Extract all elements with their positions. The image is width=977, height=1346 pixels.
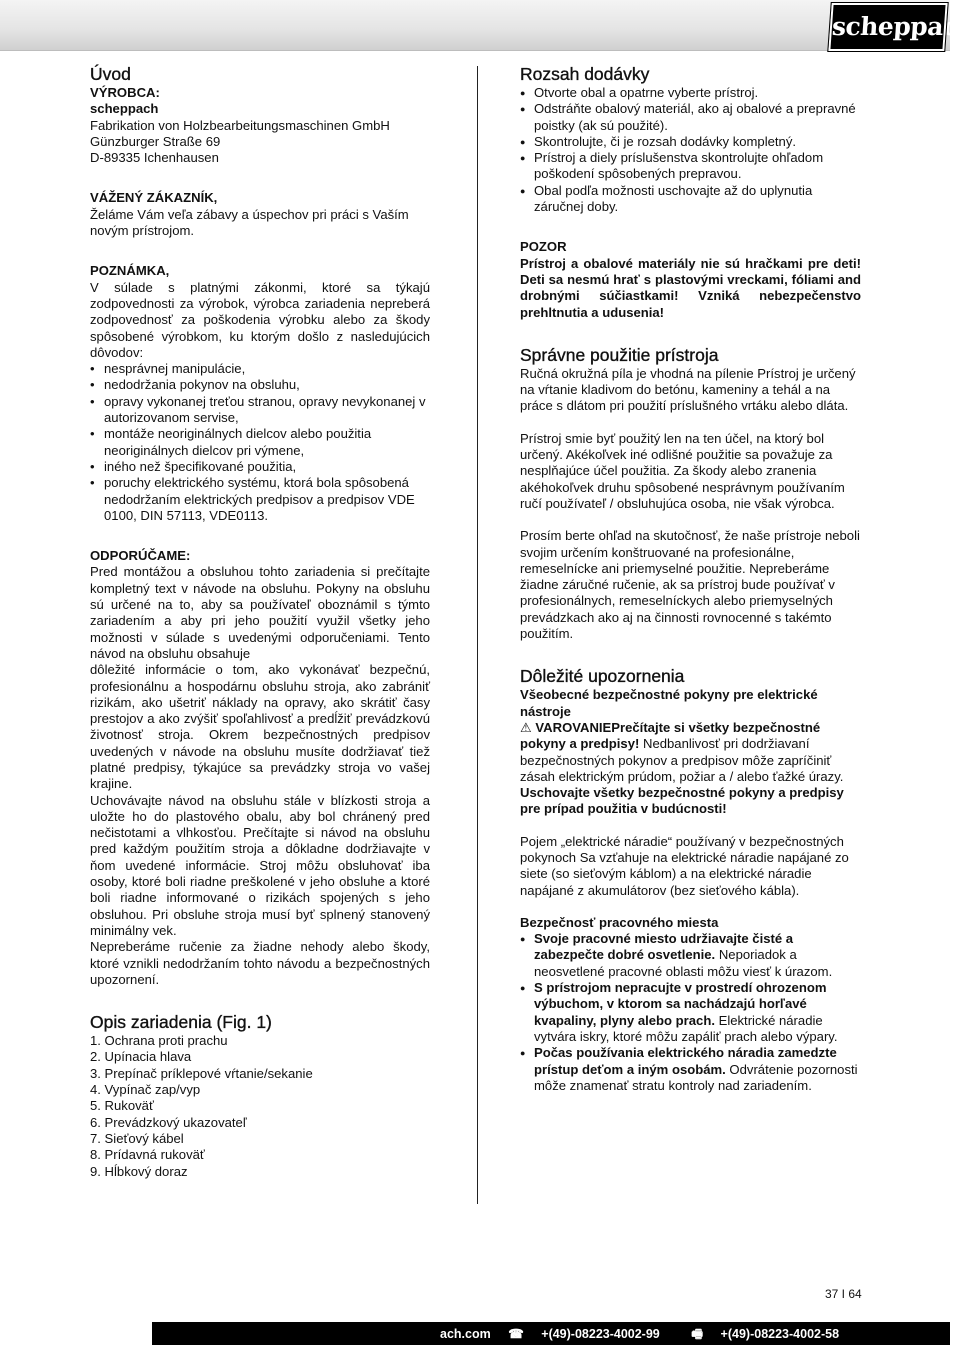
list-item: ● Odstráňte obalový materiál, ako aj obalové a prepravné poistky (ak sú použité).	[520, 101, 861, 134]
list-item: • nesprávnej manipulácie,	[90, 361, 430, 377]
manufacturer-label: VÝROBCA:	[90, 85, 160, 100]
header-bar	[0, 0, 977, 51]
website-link[interactable]: ach.com	[440, 1327, 491, 1341]
warning-bold: VAROVANIEPrečítajte si všetky bezpečnostné pokyny a predpisy!	[520, 719, 821, 752]
warning-text: Nedbanlivosť pri dodržiavaní bezpečnostných pokynov a predpisov môže zapríčiniť zásah elektrickým prúdom, požiar a / alebo ťažké úrazy.	[520, 736, 844, 784]
list-item: ● Skontrolujte, či je rozsah dodávky kompletný.	[520, 134, 861, 150]
item-bold: Svoje pracovné miesto udržiavajte čisté a zabezpečte dobré osvetlenie.	[534, 931, 794, 963]
recommend-label: ODPORÚČAME:	[90, 548, 191, 564]
column-divider	[477, 66, 478, 1204]
warning-paragraph	[520, 720, 861, 785]
item-bold: S prístrojom nepracujte v prostredí ohrozenom výbuchom, v ktorom sa nachádzajú horľavé kvapaliny, plyny alebo prach.	[534, 980, 827, 1028]
list-item: • nedodržania pokynov na obsluhu,	[90, 377, 430, 393]
important-title: Dôležité upozornenia	[520, 666, 685, 687]
caution-label: POZOR	[520, 239, 567, 255]
use-title: Správne použitie prístroja	[520, 344, 719, 365]
workplace-heading: Bezpečnosť pracovného miesta	[520, 914, 719, 930]
fax-group	[691, 1327, 853, 1341]
manufacturer-name: scheppach	[90, 101, 159, 117]
scope-list	[520, 85, 861, 215]
recommend-paragraph: Uchovávajte návod na obsluhu stále v blízkosti stroja a uložte ho do plastového obalu, aby bol chránený pred nečistotami a vlhkosťou. Prečítajte si návod na obsluhu pred každým použitím stroja a dôkladne dodržiavajte v ňom uvedené informácie. Stroj môžu obsluhovať iba osoby, ktoré boli riadne preškolené v jeho obsluhe a ktoré boli riadne informované o rizikách spojených s jeho obsluhou. Pri obsluhe stroja musí byť splnený stanovený minimálny vek.	[90, 792, 430, 938]
note-label: POZNÁMKA,	[90, 263, 170, 279]
scheppach-logo: scheppach	[828, 3, 947, 51]
list-item: 6. Prevádzkový ukazovateľ	[90, 1114, 247, 1130]
term-text: Pojem „elektrické náradie“ používaný v bezpečnostných pokynoch Sa vzťahuje na elektrické náradie napájané zo siete (so sieťovým káblom) a na elektrické náradie napájané z akumulátorov (bez sieťového kábla).	[520, 833, 849, 898]
description-title: Opis zariadenia (Fig. 1)	[90, 1012, 272, 1033]
list-item: ● Obal podľa možnosti uschovajte až do uplynutia záručnej doby.	[520, 183, 861, 216]
caution-text: Prístroj a obalové materiály nie sú hračkami pre deti! Deti sa nesmú hrať s plastovými vreckami, fóliami and drobnými súčiastkami! Vzniká nebezpečenstvo prehltnutia a udusenia!	[520, 255, 861, 320]
phone-icon: ☎	[508, 1327, 524, 1341]
use-paragraph: Prístroj smie byť použitý len na ten účel, na ktorý bol určený. Akékoľvek iné odlišné použitie sa považuje za nesplňajúce účel použitia. Za škody alebo zranenia akéhokoľvek druhu spôsobené nesprávnym používaním ručí používateľ / obsluhujúca osoba, nie však výrobca.	[520, 430, 845, 511]
keep-text: Uschovajte všetky bezpečnostné pokyny a predpisy pre prípad použitia v budúcnosti!	[520, 785, 844, 817]
address-line: Fabrikation von Holzbearbeitungsmaschinen GmbH	[90, 117, 390, 133]
use-paragraph: Prosím berte ohľad na skutočnosť, že naše prístroje neboli svojim určením konštruované na profesionálne, remeselnícke ani priemyselné použitie. Nepreberáme žiadne záručné ručenie, ak sa prístroj bude používať v profesionálnych, remeselníckych alebo priemyselných prevádzkach ako aj na činnosti rovnocenné s takémto použitím.	[520, 528, 860, 642]
list-item: • poruchy elektrického systému, ktorá bola spôsobená nedodržaním elektrických predpisov a predpisov VDE 0100, DIN 57113, VDE0113.	[90, 475, 430, 524]
item-bold: Počas používania elektrického náradia zamedzte prístup deťom a iným osobám.	[534, 1045, 837, 1077]
general-heading: Všeobecné bezpečnostné pokyny pre elektrické nástroje	[520, 687, 818, 719]
dear-customer-text: Želáme Vám veľa zábavy a úspechov pri práci s Vaším novým prístrojom.	[90, 206, 409, 239]
warning-icon: ⚠	[520, 719, 532, 735]
page-number: 37 I 64	[825, 1287, 862, 1301]
list-item: • montáže neoriginálnych dielcov alebo použitia neoriginálnych dielcov pri výmene,	[90, 426, 430, 459]
workplace-list	[520, 931, 861, 1094]
recommend-paragraph: dôležité informácie o tom, ako vykonávať bezpečnú, profesionálnu a hospodárnu obsluhu stroja, ako zabrániť rizikám, ako ušetriť náklady na opravy, ako skrátiť časy prestojov a ako zvýšiť spoľahlivosť a predĺžiť prevádzkovú životnosť stroja. Okrem bezpečnostných predpisov uvedených v návode na obsluhu musíte dodržiavať tiež platné predpisy, týkajúce sa prevádzky stroja vo vašej krajine.	[90, 662, 430, 792]
list-item	[520, 980, 861, 1045]
address-line: Günzburger Straße 69	[90, 133, 221, 149]
list-item: 3. Prepínač príklepové vŕtanie/sekanie	[90, 1065, 313, 1081]
item-text: Odvrátenie pozornosti môže znamenať stratu kontroly nad zariadením.	[534, 1061, 858, 1093]
footer-contact	[440, 1325, 867, 1346]
intro-title: Úvod	[90, 64, 131, 84]
phone-group	[508, 1327, 674, 1341]
note-text: V súlade s platnými zákonmi, ktoré sa týkajú zodpovednosti za výrobok, výrobca zariadenia nepreberá zodpovednosť za poškodenia výrobku alebo za škody spôsobené výrobkom, ku ktorým došlo z nasledujúcich dôvodov:	[90, 279, 430, 360]
list-item	[520, 931, 861, 980]
list-item: 7. Sieťový kábel	[90, 1130, 184, 1146]
list-item: ● Prístroj a diely príslušenstva skontrolujte ohľadom poškodení spôsobených prepravou.	[520, 150, 861, 183]
left-column	[90, 64, 430, 1180]
list-item: • opravy vykonanej treťou stranou, opravy nevykonanej v autorizovanom servise,	[90, 394, 430, 427]
recommend-paragraph: Pred montážou a obsluhou tohto zariadenia si prečítajte kompletný text v návode na obsluhu. Pokyny na obsluhu sú určené na to, aby sa používateľ oboznámil s týmto zariadením a aby pri jeho použití využil všetky jeho možnosti v súlade s uvedenými odporučeniami. Tento návod na obsluhu obsahuje	[90, 564, 430, 661]
list-item	[520, 1045, 861, 1094]
list-item: 4. Vypínač zap/vyp	[90, 1082, 201, 1098]
footer-white-block	[0, 1322, 152, 1345]
description-list	[90, 1033, 430, 1180]
list-item: 8. Prídavná rukoväť	[90, 1147, 205, 1163]
item-text: Elektrické náradie vytvára iskry, ktoré môžu zapáliť prach alebo výpary.	[534, 1012, 838, 1044]
scope-title: Rozsah dodávky	[520, 64, 650, 84]
recommend-paragraph: Nepreberáme ručenie za žiadne nehody alebo škody, ktoré vznikli nedodržaním tohto návodu a bezpečnostných upozornení.	[90, 939, 430, 987]
list-item: 2. Upínacia hlava	[90, 1049, 192, 1065]
address-line: D-89335 Ichenhausen	[90, 150, 219, 166]
use-paragraph: Ručná okružná píla je vhodná na pílenie Prístroj je určený na vŕtanie kladivom do betónu, kameniny a tehál a na práce s dlátom pri použití príslušného vrtáku alebo dláta.	[520, 365, 856, 414]
fax-icon: 🖷	[691, 1327, 704, 1341]
list-item: 9. Hĺbkový doraz	[90, 1163, 188, 1179]
fax-number: +(49)-08223-4002-58	[720, 1327, 840, 1341]
dear-customer-label: VÁŽENÝ ZÁKAZNÍK,	[90, 190, 218, 206]
phone-number: +(49)-08223-4002-99	[541, 1327, 660, 1341]
note-list	[90, 361, 430, 524]
list-item: • iného než špecifikované použitia,	[90, 459, 430, 475]
list-item: ● Otvorte obal a opatrne vyberte prístroj.	[520, 85, 861, 101]
list-item: 5. Rukoväť	[90, 1098, 154, 1114]
right-column	[520, 64, 861, 1094]
item-text: Neporiadok a neosvetlené pracovné oblasti môžu viesť k úrazom.	[534, 947, 833, 979]
list-item: 1. Ochrana proti prachu	[90, 1033, 228, 1049]
